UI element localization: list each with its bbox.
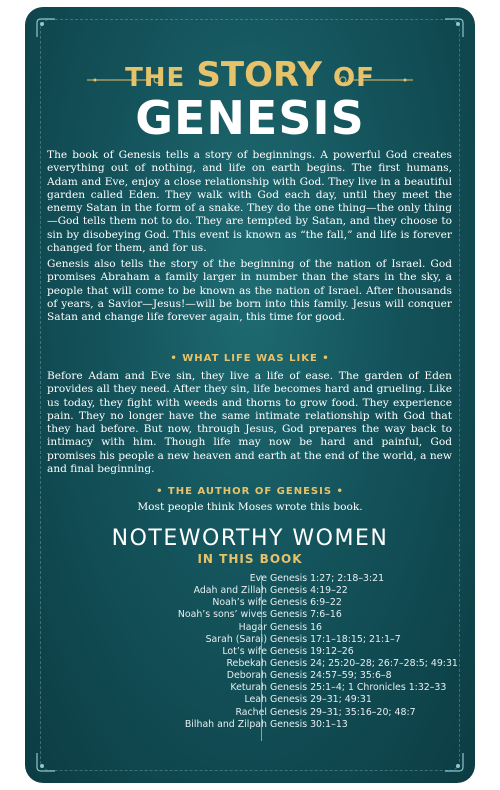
scripture-reference: Genesis 16 bbox=[270, 621, 323, 633]
woman-name: Rebekah bbox=[226, 657, 267, 669]
scripture-reference: Genesis 7:6–16 bbox=[270, 609, 342, 621]
woman-name: Lot’s wife bbox=[222, 645, 267, 657]
table-row bbox=[25, 719, 475, 731]
women-section-subtitle: IN THIS BOOK bbox=[197, 552, 303, 566]
scripture-reference: Genesis 19:12–26 bbox=[270, 645, 354, 657]
scripture-reference: Genesis 1:27; 2:18–3:21 bbox=[270, 573, 385, 584]
section-heading-author: • THE AUTHOR OF GENESIS • bbox=[156, 486, 344, 497]
woman-name: Keturah bbox=[230, 682, 267, 694]
women-table bbox=[25, 573, 475, 731]
corner-ornament-icon bbox=[35, 751, 57, 773]
intro-paragraph: The book of Genesis tells a story of beginnings. A powerful God creates everything out of nothing, and life on earth begins. The first humans, Adam and Eve, enjoy a close relationship with God. They live in a beautiful garden called Eden. They walk with God each day, until they meet the enemy Satan in the form of a snake. They do the one thing—the only thing—God tells them not to do. They are tempted by Satan, and they choose to sin by disobeying God. This event is known as “the fall,” and life is forever changed for them, and for us. bbox=[47, 149, 452, 255]
section-heading-life: • WHAT LIFE WAS LIKE • bbox=[170, 353, 330, 364]
women-section-title: NOTEWORTHY WOMEN bbox=[111, 526, 389, 551]
table-row bbox=[25, 707, 475, 719]
scripture-reference: Genesis 29–31; 35:16–20; 48:7 bbox=[270, 706, 416, 718]
title-of: OF bbox=[333, 63, 375, 93]
table-row bbox=[25, 682, 475, 694]
table-row bbox=[25, 670, 475, 682]
corner-ornament-icon bbox=[35, 17, 57, 39]
woman-name: Hagar bbox=[238, 621, 267, 633]
life-paragraph: Before Adam and Eve sin, they live a life of ease. The garden of Eden provides all they need. After they sin, life becomes hard and grueling. Like us today, they fight with weeds and thorns to grow food. They experience pain. They no longer have the same intimate relationship with God that they had before. But now, through Jesus, God prepares the way back to intimacy with him. Though life may now be hard and painful, God promises his people a new heaven and earth at the end of the world, a new and final beginning. bbox=[47, 370, 452, 476]
table-row bbox=[25, 694, 475, 706]
scripture-reference: Genesis 17:1–18:15; 21:1–7 bbox=[270, 633, 401, 645]
title-story: STORY bbox=[196, 55, 322, 95]
scripture-reference: Genesis 30:1–13 bbox=[270, 718, 348, 730]
title-the: THE bbox=[125, 63, 186, 93]
woman-name: Leah bbox=[244, 694, 267, 706]
scripture-reference: Genesis 6:9–22 bbox=[270, 597, 342, 609]
woman-name: Adah and Zillah bbox=[193, 585, 267, 597]
table-row bbox=[25, 622, 475, 634]
scripture-reference: Genesis 24:57–59; 35:6–8 bbox=[270, 670, 392, 682]
table-row bbox=[25, 634, 475, 646]
table-row bbox=[25, 609, 475, 621]
table-row bbox=[25, 585, 475, 597]
corner-ornament-icon bbox=[443, 751, 465, 773]
scripture-reference: Genesis 4:19–22 bbox=[270, 585, 348, 597]
title-book-name: GENESIS bbox=[135, 91, 365, 145]
author-text: Most people think Moses wrote this book. bbox=[137, 501, 363, 513]
woman-name: Bilhah and Zilpah bbox=[184, 718, 267, 730]
genesis-page-card bbox=[25, 7, 475, 783]
page-title bbox=[25, 55, 475, 95]
scripture-reference: Genesis 25:1–4; 1 Chronicles 1:32–33 bbox=[270, 682, 447, 694]
table-row bbox=[25, 646, 475, 658]
woman-name: Noah’s wife bbox=[212, 597, 267, 609]
table-row bbox=[25, 658, 475, 670]
scripture-reference: Genesis 24; 25:20–28; 26:7–28:5; 49:31 bbox=[270, 657, 458, 669]
intro-paragraph: Genesis also tells the story of the beginning of the nation of Israel. God promises Abraham a family larger in number than the stars in the sky, a people that will come to be known as the nation of Israel. After thousands of years, a Savior—Jesus!—will be born into this family. Jesus will conquer Satan and change life forever again, this time for good. bbox=[47, 258, 452, 324]
woman-name: Noah’s sons’ wives bbox=[177, 609, 267, 621]
corner-ornament-icon bbox=[443, 17, 465, 39]
scripture-reference: Genesis 29–31; 49:31 bbox=[270, 694, 372, 706]
table-row bbox=[25, 597, 475, 609]
woman-name: Deborah bbox=[226, 670, 267, 682]
woman-name: Rachel bbox=[235, 706, 267, 718]
woman-name: Eve bbox=[249, 573, 267, 584]
table-row bbox=[25, 573, 475, 585]
woman-name: Sarah (Sarai) bbox=[205, 633, 267, 645]
